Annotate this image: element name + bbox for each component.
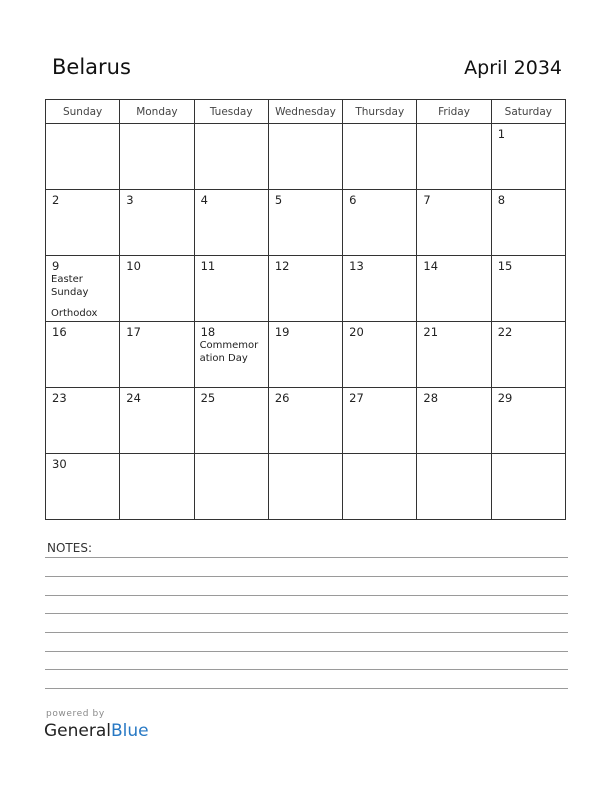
day-cell xyxy=(343,322,417,388)
weekday-header-row xyxy=(46,100,566,124)
day-number: 24 xyxy=(126,391,141,405)
day-cell xyxy=(417,388,491,454)
day-cell xyxy=(194,388,268,454)
note-line xyxy=(45,688,568,689)
day-number: 11 xyxy=(200,259,216,273)
day-number: 7 xyxy=(423,193,431,207)
note-line xyxy=(45,557,568,558)
holiday-label: Easter xyxy=(51,274,83,285)
weekday-wednesday: Wednesday xyxy=(268,100,342,124)
day-number: 27 xyxy=(349,391,364,405)
calendar-grid xyxy=(45,99,566,520)
day-number xyxy=(417,454,490,458)
day-cell xyxy=(194,256,268,322)
day-cell xyxy=(491,454,565,520)
day-number xyxy=(46,124,119,128)
holiday-label: Sunday xyxy=(51,287,89,298)
note-line xyxy=(45,613,568,614)
day-number xyxy=(269,454,342,458)
day-number xyxy=(343,124,416,128)
day-number xyxy=(195,124,268,128)
day-cell xyxy=(417,124,491,190)
brand-blue: Blue xyxy=(111,721,149,741)
day-number: 5 xyxy=(274,193,283,207)
day-cell xyxy=(46,256,120,322)
day-cell xyxy=(491,124,565,190)
day-cell xyxy=(268,454,342,520)
week-row xyxy=(46,190,566,256)
day-cell xyxy=(491,322,565,388)
week-row xyxy=(46,124,566,190)
weekday-saturday: Saturday xyxy=(491,100,565,124)
day-number: 13 xyxy=(349,259,364,273)
day-number: 30 xyxy=(52,457,67,471)
day-number: 2 xyxy=(52,193,60,207)
day-number xyxy=(195,454,268,458)
day-cell xyxy=(194,322,268,388)
day-number xyxy=(120,124,193,128)
day-cell xyxy=(194,454,268,520)
day-cell xyxy=(268,124,342,190)
week-row xyxy=(46,322,566,388)
weekday-sunday: Sunday xyxy=(46,100,120,124)
holiday-label: Commemor xyxy=(199,340,259,351)
weekday-tuesday: Tuesday xyxy=(194,100,268,124)
note-line xyxy=(45,651,568,652)
day-cell xyxy=(46,190,120,256)
day-cell xyxy=(343,388,417,454)
day-cell xyxy=(194,190,268,256)
day-number: 8 xyxy=(497,193,506,207)
day-cell xyxy=(46,322,120,388)
day-cell xyxy=(120,454,194,520)
weekday-monday: Monday xyxy=(120,100,194,124)
day-number: 19 xyxy=(274,325,290,339)
day-cell xyxy=(417,322,491,388)
day-cell xyxy=(120,322,194,388)
day-number xyxy=(269,124,342,128)
month-year-title: April 2034 xyxy=(464,57,562,79)
day-cell xyxy=(268,322,342,388)
day-number: 6 xyxy=(349,193,357,207)
day-cell xyxy=(120,256,194,322)
day-number: 16 xyxy=(52,325,67,339)
note-line xyxy=(45,576,568,577)
note-line xyxy=(45,632,568,633)
day-number: 14 xyxy=(423,259,439,273)
day-cell xyxy=(343,454,417,520)
day-cell xyxy=(343,190,417,256)
day-cell xyxy=(268,256,342,322)
day-cell xyxy=(417,256,491,322)
powered-by-label: powered by xyxy=(46,709,105,719)
country-title: Belarus xyxy=(52,55,131,79)
day-number: 9 xyxy=(52,259,60,273)
notes-label: NOTES: xyxy=(47,541,92,555)
day-number: 25 xyxy=(200,391,216,405)
day-cell xyxy=(120,388,194,454)
day-number: 22 xyxy=(497,325,513,339)
generalblue-logo[interactable] xyxy=(44,721,149,741)
day-number xyxy=(417,124,490,128)
day-cell xyxy=(343,124,417,190)
day-cell xyxy=(194,124,268,190)
day-number: 21 xyxy=(423,325,439,339)
day-number: 15 xyxy=(497,259,513,273)
day-cell xyxy=(120,124,194,190)
day-cell xyxy=(268,388,342,454)
week-row xyxy=(46,388,566,454)
day-cell xyxy=(46,454,120,520)
day-cell xyxy=(417,454,491,520)
day-cell xyxy=(268,190,342,256)
brand-general: General xyxy=(44,721,111,741)
day-number xyxy=(492,454,565,458)
day-cell xyxy=(491,256,565,322)
day-number: 4 xyxy=(200,193,208,207)
weekday-friday: Friday xyxy=(417,100,491,124)
day-number: 18 xyxy=(200,325,216,339)
day-cell xyxy=(491,190,565,256)
day-cell xyxy=(120,190,194,256)
day-number: 26 xyxy=(274,391,290,405)
day-cell xyxy=(491,388,565,454)
day-number: 17 xyxy=(126,325,141,339)
day-number: 12 xyxy=(274,259,290,273)
day-number xyxy=(343,454,416,458)
day-cell xyxy=(46,388,120,454)
note-line xyxy=(45,595,568,596)
day-number xyxy=(120,454,193,458)
day-number: 1 xyxy=(497,127,506,141)
day-number: 10 xyxy=(126,259,141,273)
day-cell xyxy=(343,256,417,322)
day-number: 3 xyxy=(126,193,134,207)
holiday-label: ation Day xyxy=(199,353,248,364)
day-cell xyxy=(46,124,120,190)
day-number: 20 xyxy=(349,325,364,339)
day-number: 29 xyxy=(497,391,513,405)
day-number: 23 xyxy=(52,391,67,405)
note-line xyxy=(45,669,568,670)
holiday-label: Orthodox xyxy=(51,308,98,319)
day-cell xyxy=(417,190,491,256)
weekday-thursday: Thursday xyxy=(343,100,417,124)
week-row xyxy=(46,256,566,322)
week-row xyxy=(46,454,566,520)
day-number: 28 xyxy=(423,391,439,405)
